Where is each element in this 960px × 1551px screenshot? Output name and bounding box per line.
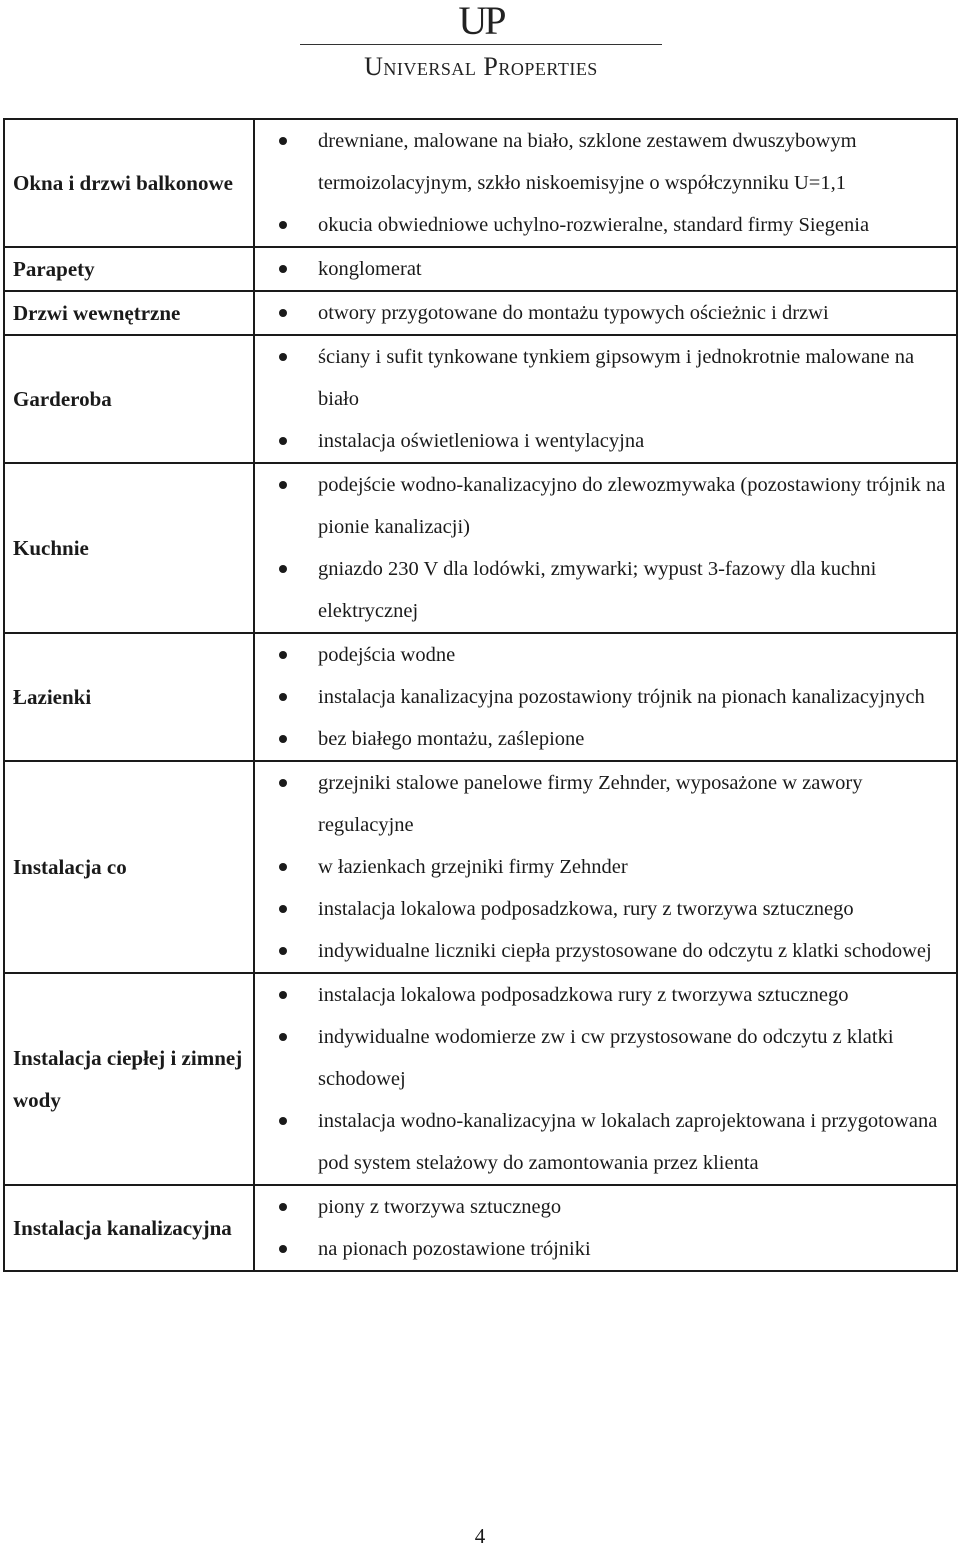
row-label: Instalacja ciepłej i zimnej wody: [4, 973, 254, 1185]
bullet-icon: [279, 905, 287, 913]
list-item-text: indywidualne liczniki ciepła przystosowane do odczytu z klatki schodowej: [318, 940, 932, 962]
bullet-icon: [279, 1117, 287, 1125]
bullet-list: [255, 974, 956, 1184]
list-item-text: ściany i sufit tynkowane tynkiem gipsowym i jednokrotnie malowane na biało: [318, 346, 915, 410]
list-item: [255, 888, 956, 930]
bullet-icon: [279, 1033, 287, 1041]
list-item: [255, 634, 956, 676]
row-label: Garderoba: [4, 335, 254, 463]
row-label: Okna i drzwi balkonowe: [4, 119, 254, 247]
bullet-icon: [279, 863, 287, 871]
list-item-text: instalacja lokalowa podposadzkowa, rury z tworzywa sztucznego: [318, 898, 854, 920]
list-item-text: drewniane, malowane na biało, szklone zestawem dwuszybowym termoizolacyjnym, szkło niskoemisyjne o współczynniku U=1,1: [318, 130, 857, 194]
list-item: [255, 974, 956, 1016]
bullet-icon: [279, 565, 287, 573]
bullet-icon: [279, 353, 287, 361]
row-items: [254, 335, 957, 463]
table-row: [4, 633, 957, 761]
bullet-icon: [279, 221, 287, 229]
bullet-icon: [279, 437, 287, 445]
row-label: Instalacja kanalizacyjna: [4, 1185, 254, 1271]
row-label: Łazienki: [4, 633, 254, 761]
list-item: [255, 292, 956, 334]
company-name: Universal Properties: [364, 52, 598, 81]
bullet-icon: [279, 1203, 287, 1211]
list-item-text: instalacja wodno-kanalizacyjna w lokalach zaprojektowana i przygotowana pod system stelażowy do zamontowania przez klienta: [318, 1110, 938, 1174]
bullet-icon: [279, 265, 287, 273]
list-item: [255, 336, 956, 420]
table-row: [4, 463, 957, 633]
bullet-icon: [279, 735, 287, 743]
table-row: [4, 761, 957, 973]
row-label: Parapety: [4, 247, 254, 291]
list-item: [255, 1016, 956, 1100]
list-item-text: podejścia wodne: [318, 644, 456, 666]
list-item-text: konglomerat: [318, 258, 422, 280]
list-item-text: instalacja oświetleniowa i wentylacyjna: [318, 430, 645, 452]
bullet-list: [255, 762, 956, 972]
list-item-text: otwory przygotowane do montażu typowych ościeżnic i drzwi: [318, 302, 829, 324]
row-items: [254, 973, 957, 1185]
list-item-text: indywidualne wodomierze zw i cw przystosowane do odczytu z klatki schodowej: [318, 1026, 894, 1090]
list-item: [255, 1100, 956, 1184]
page-number: 4: [474, 1524, 486, 1548]
table-row: [4, 335, 957, 463]
list-item: [255, 1228, 956, 1270]
row-items: [254, 761, 957, 973]
logo-divider: [300, 44, 662, 45]
list-item-text: piony z tworzywa sztucznego: [318, 1196, 562, 1218]
list-item: [255, 762, 956, 846]
bullet-icon: [279, 309, 287, 317]
table-row: [4, 973, 957, 1185]
bullet-list: [255, 634, 956, 760]
list-item: [255, 420, 956, 462]
bullet-icon: [279, 137, 287, 145]
row-items: [254, 1185, 957, 1271]
list-item-text: na pionach pozostawione trójniki: [318, 1238, 591, 1260]
list-item: [255, 930, 956, 972]
bullet-icon: [279, 779, 287, 787]
table-row: [4, 1185, 957, 1271]
bullet-icon: [279, 1245, 287, 1253]
bullet-icon: [279, 651, 287, 659]
table-row: [4, 119, 957, 247]
bullet-icon: [279, 991, 287, 999]
list-item: [255, 1186, 956, 1228]
bullet-list: [255, 464, 956, 632]
specification-table: [3, 118, 958, 1272]
list-item-text: instalacja kanalizacyjna pozostawiony trójnik na pionach kanalizacyjnych: [318, 686, 925, 708]
row-label: Instalacja co: [4, 761, 254, 973]
list-item: [255, 718, 956, 760]
list-item-text: instalacja lokalowa podposadzkowa rury z tworzywa sztucznego: [318, 984, 849, 1006]
bullet-icon: [279, 693, 287, 701]
logo-mark: UP: [458, 0, 504, 43]
row-items: [254, 247, 957, 291]
row-items: [254, 119, 957, 247]
bullet-list: [255, 1186, 956, 1270]
list-item-text: bez białego montażu, zaślepione: [318, 728, 585, 750]
list-item: [255, 676, 956, 718]
bullet-list: [255, 248, 956, 290]
list-item-text: gniazdo 230 V dla lodówki, zmywarki; wypust 3-fazowy dla kuchni elektrycznej: [318, 558, 877, 622]
list-item: [255, 464, 956, 548]
row-items: [254, 291, 957, 335]
list-item: [255, 846, 956, 888]
row-label: Drzwi wewnętrzne: [4, 291, 254, 335]
row-items: [254, 463, 957, 633]
table-row: [4, 291, 957, 335]
list-item-text: okucia obwiedniowe uchylno-rozwieralne, standard firmy Siegenia: [318, 214, 870, 236]
list-item: [255, 204, 956, 246]
row-items: [254, 633, 957, 761]
bullet-list: [255, 336, 956, 462]
bullet-list: [255, 292, 956, 334]
table-row: [4, 247, 957, 291]
bullet-list: [255, 120, 956, 246]
list-item-text: podejście wodno-kanalizacyjno do zlewozmywaka (pozostawiony trójnik na pionie kanalizacji): [318, 474, 946, 538]
list-item: [255, 248, 956, 290]
list-item-text: w łazienkach grzejniki firmy Zehnder: [318, 856, 628, 878]
bullet-icon: [279, 481, 287, 489]
list-item-text: grzejniki stalowe panelowe firmy Zehnder, wyposażone w zawory regulacyjne: [318, 772, 863, 836]
row-label: Kuchnie: [4, 463, 254, 633]
bullet-icon: [279, 947, 287, 955]
list-item: [255, 548, 956, 632]
list-item: [255, 120, 956, 204]
company-logo: [296, 0, 666, 90]
